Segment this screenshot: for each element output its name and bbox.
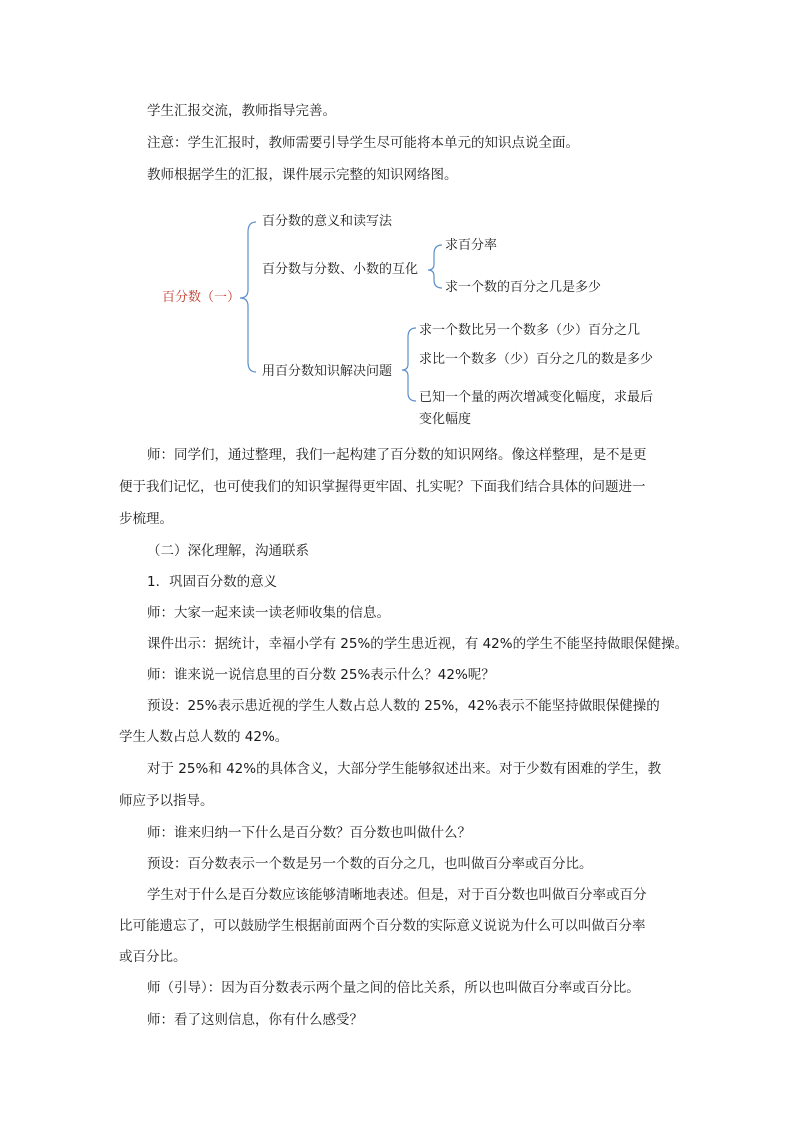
text-p3: 教师根据学生的汇报，课件展示完整的知识网络图。 (147, 167, 458, 183)
diagram-b2-c1: 求百分率 (445, 238, 498, 253)
text-p10-line1: 预设：25%表示患近视的学生人数占总人数的 25%，42%表示不能坚持做眼保健操的 (147, 698, 660, 714)
text-p11-line1: 对于 25%和 42%的具体含义，大部分学生能够叙述出来。对于少数有困难的学生，教 (147, 761, 662, 777)
text-p4-line2: 便于我们记忆，也可使我们的知识掌握得更牢固、扎实呢？下面我们结合具体的问题进一 (119, 479, 646, 495)
text-p1: 学生汇报交流，教师指导完善。 (147, 103, 336, 119)
text-p16: 师：看了这则信息，你有什么感受？ (147, 1012, 363, 1028)
b3-brace (402, 328, 416, 401)
diagram-b3-c3-line1: 已知一个量的两次增减变化幅度，求最后 (419, 390, 654, 405)
subsection-heading: 1．巩固百分数的意义 (147, 574, 278, 590)
diagram-b3-c1: 求一个数比另一个数多（少）百分之几 (419, 323, 641, 338)
text-p9: 师：谁来说一说信息里的百分数 25%表示什么？42%呢？ (147, 667, 495, 683)
text-p14-line1: 学生对于什么是百分数应该能够清晰地表述。但是，对于百分数也叫做百分率或百分 (147, 887, 647, 903)
diagram-root: 百分数（一） (162, 290, 241, 305)
text-p15: 师（引导）：因为百分数表示两个量之间的倍比关系，所以也叫做百分率或百分比。 (147, 980, 640, 996)
diagram-b1: 百分数的意义和读写法 (262, 214, 393, 229)
text-p14-line2: 比可能遗忘了，可以鼓励学生根据前面两个百分数的实际意义说说为什么可以叫做百分率 (119, 918, 646, 934)
text-p4-line3: 步梳理。 (119, 511, 173, 527)
text-p8: 课件出示：据统计，幸福小学有 25%的学生患近视，有 42%的学生不能坚持做眼保健操。 (147, 636, 689, 652)
diagram-b2-c2: 求一个数的百分之几是多少 (445, 280, 602, 295)
diagram-b2: 百分数与分数、小数的互化 (262, 262, 419, 277)
text-p4-line1: 师：同学们，通过整理，我们一起构建了百分数的知识网络。像这样整理，是不是更 (147, 447, 647, 463)
diagram-b3-c3-line2: 变化幅度 (419, 412, 472, 427)
text-p2: 注意：学生汇报时，教师需要引导学生尽可能将本单元的知识点说全面。 (147, 135, 579, 151)
diagram-b3: 用百分数知识解决问题 (262, 364, 393, 379)
text-p13: 预设：百分数表示一个数是另一个数的百分之几，也叫做百分率或百分比。 (147, 856, 593, 872)
b2-brace (428, 245, 442, 288)
text-p7: 师：大家一起来读一读老师收集的信息。 (147, 605, 390, 621)
text-p11-line2: 师应予以指导。 (119, 793, 214, 809)
knowledge-network-braces (0, 0, 794, 440)
text-p12: 师：谁来归纳一下什么是百分数？百分数也叫做什么？ (147, 825, 471, 841)
text-p10-line2: 学生人数占总人数的 42%。 (119, 729, 289, 745)
section-heading: （二）深化理解，沟通联系 (147, 543, 309, 559)
diagram-b3-c2: 求比一个数多（少）百分之几的数是多少 (419, 352, 654, 367)
root-brace (240, 222, 256, 372)
text-p14-line3: 或百分比。 (119, 949, 187, 965)
